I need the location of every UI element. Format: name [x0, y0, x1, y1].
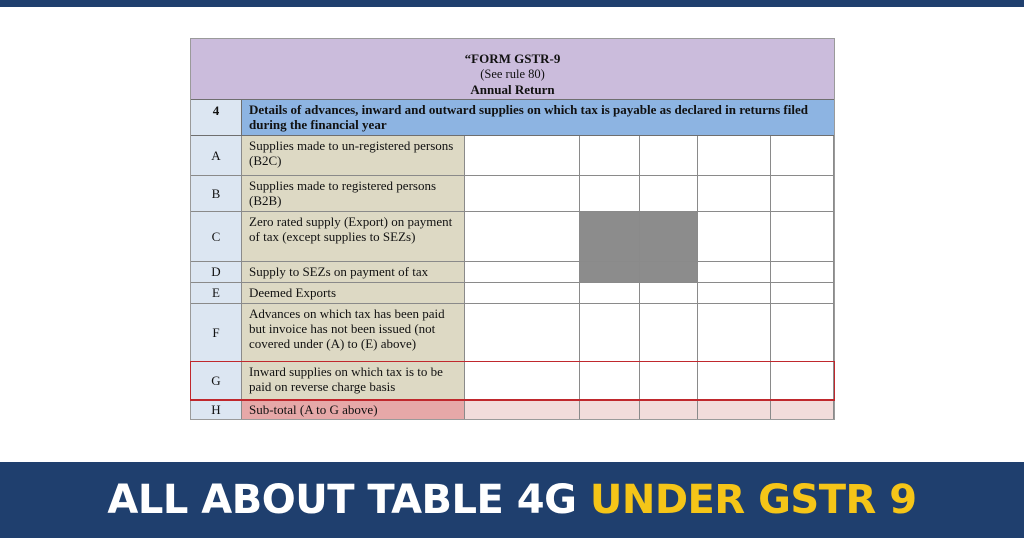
shaded-cell: [640, 262, 698, 282]
row-label: Advances on which tax has been paid but invoice has not been issued (not covered under (A) to (E) above): [242, 304, 465, 361]
row-code: C: [191, 212, 242, 261]
value-cell: [580, 136, 640, 175]
row-code: B: [191, 176, 242, 211]
row-code: F: [191, 304, 242, 361]
section-header-row: [191, 99, 834, 136]
shaded-cell: [580, 212, 640, 261]
row-label: Deemed Exports: [242, 283, 465, 303]
shaded-cell: [580, 262, 640, 282]
form-header: [191, 39, 834, 99]
title-banner: [0, 462, 1024, 538]
value-cell: [465, 362, 580, 399]
value-cell: [580, 304, 640, 361]
banner-title: [107, 477, 916, 523]
value-cell: [465, 262, 580, 282]
value-cell: [640, 283, 698, 303]
value-cell: [698, 362, 771, 399]
row-code: E: [191, 283, 242, 303]
value-cell: [698, 283, 771, 303]
table-row-b: [191, 176, 834, 212]
value-cell: [698, 176, 771, 211]
row-label: Zero rated supply (Export) on payment of tax (except supplies to SEZs): [242, 212, 465, 261]
gstr9-form-table: [190, 38, 835, 420]
row-label: Sub-total (A to G above): [242, 400, 465, 419]
value-cell: [580, 362, 640, 399]
value-cell: [465, 136, 580, 175]
value-cell: [698, 136, 771, 175]
value-cell: [771, 136, 834, 175]
form-subtitle: (See rule 80): [480, 67, 545, 81]
value-cell: [771, 362, 834, 399]
row-label: Supplies made to un-registered persons (B2C): [242, 136, 465, 175]
value-cell: [465, 400, 580, 419]
value-cell: [640, 304, 698, 361]
value-cell: [771, 283, 834, 303]
row-label: Supplies made to registered persons (B2B): [242, 176, 465, 211]
value-cell: [640, 176, 698, 211]
value-cell: [465, 283, 580, 303]
value-cell: [698, 212, 771, 261]
table-row-g-highlighted: [191, 362, 834, 400]
row-label: Supply to SEZs on payment of tax: [242, 262, 465, 282]
section-number: 4: [191, 100, 242, 135]
banner-text-white: ALL ABOUT TABLE 4G: [107, 477, 590, 523]
table-row-f: [191, 304, 834, 362]
value-cell: [580, 400, 640, 419]
value-cell: [465, 212, 580, 261]
value-cell: [580, 176, 640, 211]
value-cell: [771, 262, 834, 282]
form-heading: Annual Return: [470, 82, 555, 97]
table-row-h-subtotal: [191, 400, 834, 419]
top-accent-bar: [0, 0, 1024, 7]
value-cell: [640, 362, 698, 399]
row-code: H: [191, 400, 242, 419]
value-cell: [698, 262, 771, 282]
row-label: Inward supplies on which tax is to be paid on reverse charge basis: [242, 362, 465, 399]
value-cell: [465, 176, 580, 211]
value-cell: [640, 400, 698, 419]
value-cell: [580, 283, 640, 303]
shaded-cell: [640, 212, 698, 261]
table-row-e: [191, 283, 834, 304]
section-description: Details of advances, inward and outward supplies on which tax is payable as declared in returns filed during the financial year: [249, 102, 808, 132]
value-cell: [698, 400, 771, 419]
value-cell: [640, 136, 698, 175]
value-cell: [771, 304, 834, 361]
value-cell: [771, 212, 834, 261]
form-title: “FORM GSTR-9: [464, 51, 561, 66]
table-row-c: [191, 212, 834, 262]
value-cell: [698, 304, 771, 361]
row-code: G: [191, 362, 242, 399]
table-row-d: [191, 262, 834, 283]
banner-text-yellow: UNDER GSTR 9: [589, 477, 917, 523]
table-row-a: [191, 136, 834, 176]
value-cell: [771, 400, 834, 419]
value-cell: [465, 304, 580, 361]
value-cell: [771, 176, 834, 211]
row-code: D: [191, 262, 242, 282]
row-code: A: [191, 136, 242, 175]
